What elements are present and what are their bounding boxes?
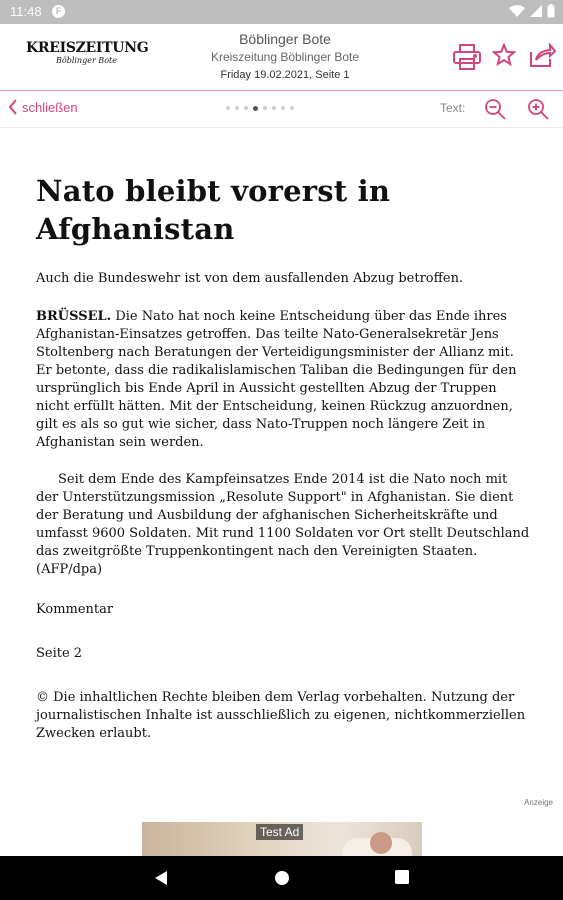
app-notification-icon: F [52, 5, 65, 18]
close-label: schließen [22, 99, 78, 115]
page-dot-active[interactable] [253, 106, 258, 111]
page-dot[interactable] [272, 106, 276, 110]
zoom-out-icon[interactable] [483, 97, 507, 121]
publication-title: Böblinger Bote [239, 31, 331, 47]
close-button[interactable] [8, 99, 78, 115]
page-dot[interactable] [281, 106, 285, 110]
publication-subtitle: Kreiszeitung Böblinger Bote [210, 50, 360, 64]
kommentar-link[interactable]: Kommentar [36, 602, 114, 617]
article-lead: Auch die Bundeswehr ist von dem ausfallenden Abzug betroffen. [36, 271, 464, 286]
page-indicator [226, 106, 294, 111]
page-dot[interactable] [226, 106, 230, 110]
chevron-left-icon [8, 99, 18, 115]
zoom-in-icon[interactable] [526, 97, 550, 121]
status-bar [0, 0, 563, 24]
status-icons [509, 4, 555, 18]
ad-image [370, 832, 392, 854]
logo-main-text: KREISZEITUNG [26, 40, 149, 56]
article-paragraph [36, 308, 531, 452]
article-headline: Nato bleibt vorerst in Afghanistan [36, 174, 391, 246]
reader-toolbar [0, 91, 563, 128]
article-paragraph-1: Die Nato hat noch keine Entscheidung über das Ende ihres Afghanistan-Einsatzes getroffen. Das teilte Nato-Generalsekretär Jens Stoltenberg nach Beratungen der Verteidigungsminister der Allianz mit. Er betonte, dass die radikalislamischen Taliban die Bedingungen für den ursprünglich bis Ende April in Aussicht gestellten Abzug der Truppen nicht erfüllt hätten. Mit der Entscheidung, keinen Rückzug anzuordnen, gilt es als so gut wie sicher, dass Nato-Truppen noch längere Zeit in Afghanistan sein werden. [36, 309, 517, 450]
print-icon[interactable] [452, 43, 482, 71]
page-dot[interactable] [235, 106, 239, 110]
article-dateline: BRÜSSEL. [36, 309, 112, 324]
battery-icon [547, 4, 555, 18]
ad-notice: Anzeige [524, 798, 553, 807]
page-dot[interactable] [290, 106, 294, 110]
copyright-notice: © Die inhaltlichen Rechte bleiben dem Verlag vorbehalten. Nutzung der journalistischen Inhalte ist ausschließlich zu eigenen, nichtkommerziellen Zwecken erlaubt. [36, 690, 526, 741]
publication-logo [26, 40, 149, 76]
logo-sub-text: Böblinger Bote [56, 56, 117, 65]
status-time: 11:48 [10, 4, 42, 19]
seite-link[interactable]: Seite 2 [36, 646, 83, 661]
issue-date: Friday 19.02.2021, Seite 1 [220, 69, 350, 81]
issue-info [190, 30, 380, 84]
publication-header [0, 24, 563, 92]
share-icon[interactable] [528, 43, 556, 69]
star-icon[interactable] [492, 43, 516, 67]
recents-icon[interactable] [395, 870, 409, 884]
page-dot[interactable] [244, 106, 248, 110]
home-icon[interactable] [274, 870, 290, 886]
page-dot[interactable] [263, 106, 267, 110]
ad-label: Test Ad [256, 824, 303, 840]
article [36, 172, 531, 743]
article-paragraph-2: Seit dem Ende des Kampfeinsatzes Ende 2014 ist die Nato noch mit der Unterstützungsmission „Resolute Support" in Afghanistan. Sie dient der Beratung und Ausbildung der afghanischen Sicherheitskräfte und umfasst 9600 Soldaten. Mit rund 1100 Soldaten vor Ort stellt Deutschland das zweitgrößte Truppenkontingent nach den Vereinigten Staaten. (AFP/dpa) [36, 472, 530, 577]
system-navigation-bar [0, 856, 563, 900]
ad-banner[interactable] [142, 822, 422, 856]
text-size-label: Text: [440, 101, 466, 115]
wifi-icon [509, 4, 525, 18]
signal-icon [529, 4, 543, 18]
back-icon[interactable] [154, 870, 168, 886]
